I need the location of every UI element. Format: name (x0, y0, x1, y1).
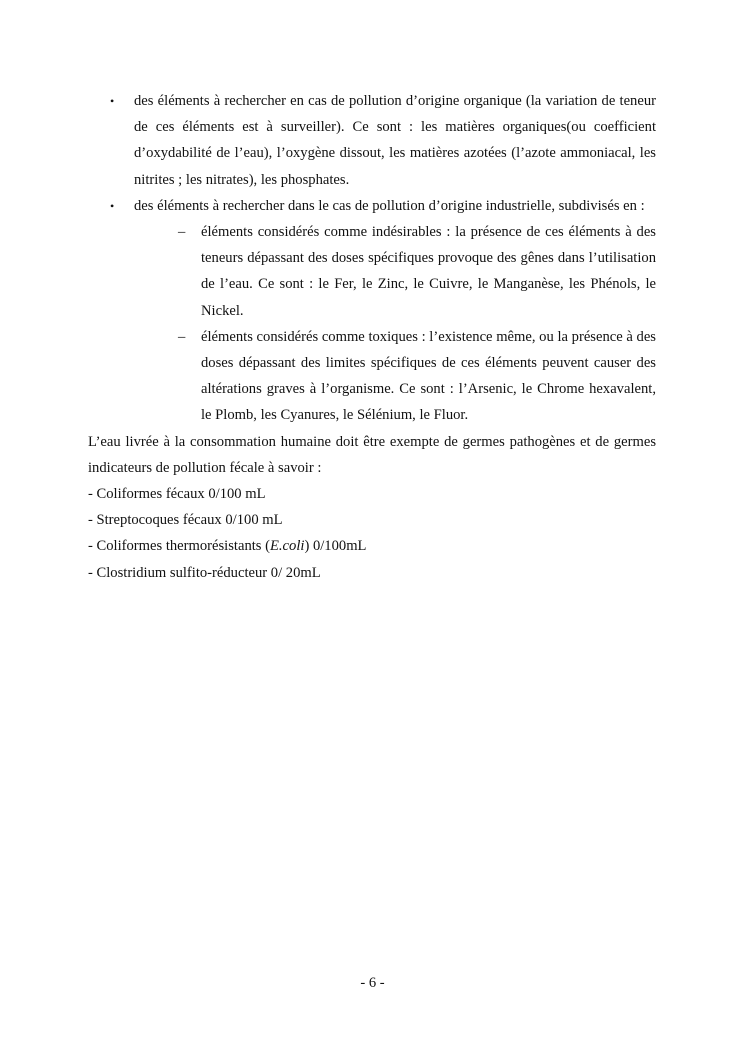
bullet-icon: • (110, 198, 115, 213)
subitem-undesirable (88, 219, 656, 324)
bullet-text: des éléments à rechercher dans le cas de pollution d’origine industrielle, subdivisés en : (134, 197, 645, 214)
germ-line-suffix: ) 0/100mL (304, 538, 367, 555)
germ-line-thermotolerant-coliforms (88, 533, 656, 559)
dash-icon: – (178, 328, 186, 345)
subitem-toxic (88, 324, 656, 429)
subitem-text: éléments considérés comme toxiques : l’existence même, ou la présence à des doses dépassant des limites spécifiques de ces éléments peuvent causer des altérations graves à l’organisme. Ce sont : l’Arsenic, le Chrome hexavalent, le Plomb, les Cyanures, le Sélénium, le Fluor. (201, 328, 656, 424)
bullet-item-organic (88, 88, 656, 193)
germ-line-clostridium: - Clostridium sulfito-réducteur 0/ 20mL (88, 564, 321, 581)
page-number: - 6 - (360, 975, 385, 991)
bullet-text: des éléments à rechercher en cas de pollution d’origine organique (la variation de teneur de ces éléments est à surveiller). Ce sont : les matières organiques(ou coefficient d’oxydabilité de l’eau), l’oxygène dissout, les matières azotées (l’azote ammoniacal, les nitrites ; les nitrates), les phosphates. (134, 93, 656, 188)
germ-line-fecal-coliforms: - Coliformes fécaux 0/100 mL (88, 486, 266, 503)
germ-line-fecal-streptococci: - Streptocoques fécaux 0/100 mL (88, 512, 283, 529)
bullet-icon: • (110, 94, 115, 108)
bullet-item-industrial (88, 193, 656, 219)
subitem-text: éléments considérés comme indésirables : la présence de ces éléments à des teneurs dépassant des doses spécifiques provoque des gênes dans l’utilisation de l’eau. Ce sont : le Fer, le Zinc, le Cuivre, le Manganèse, les Phénols, le Nickel. (201, 224, 656, 319)
germ-line-prefix: - Coliformes thermorésistants ( (88, 538, 270, 555)
page-content (88, 88, 656, 586)
dash-icon: – (178, 224, 186, 241)
consumption-paragraph: L’eau livrée à la consommation humaine doit être exempte de germes pathogènes et de germes indicateurs de pollution fécale à savoir : (88, 433, 656, 476)
ecoli-italic: E.coli (269, 538, 305, 555)
